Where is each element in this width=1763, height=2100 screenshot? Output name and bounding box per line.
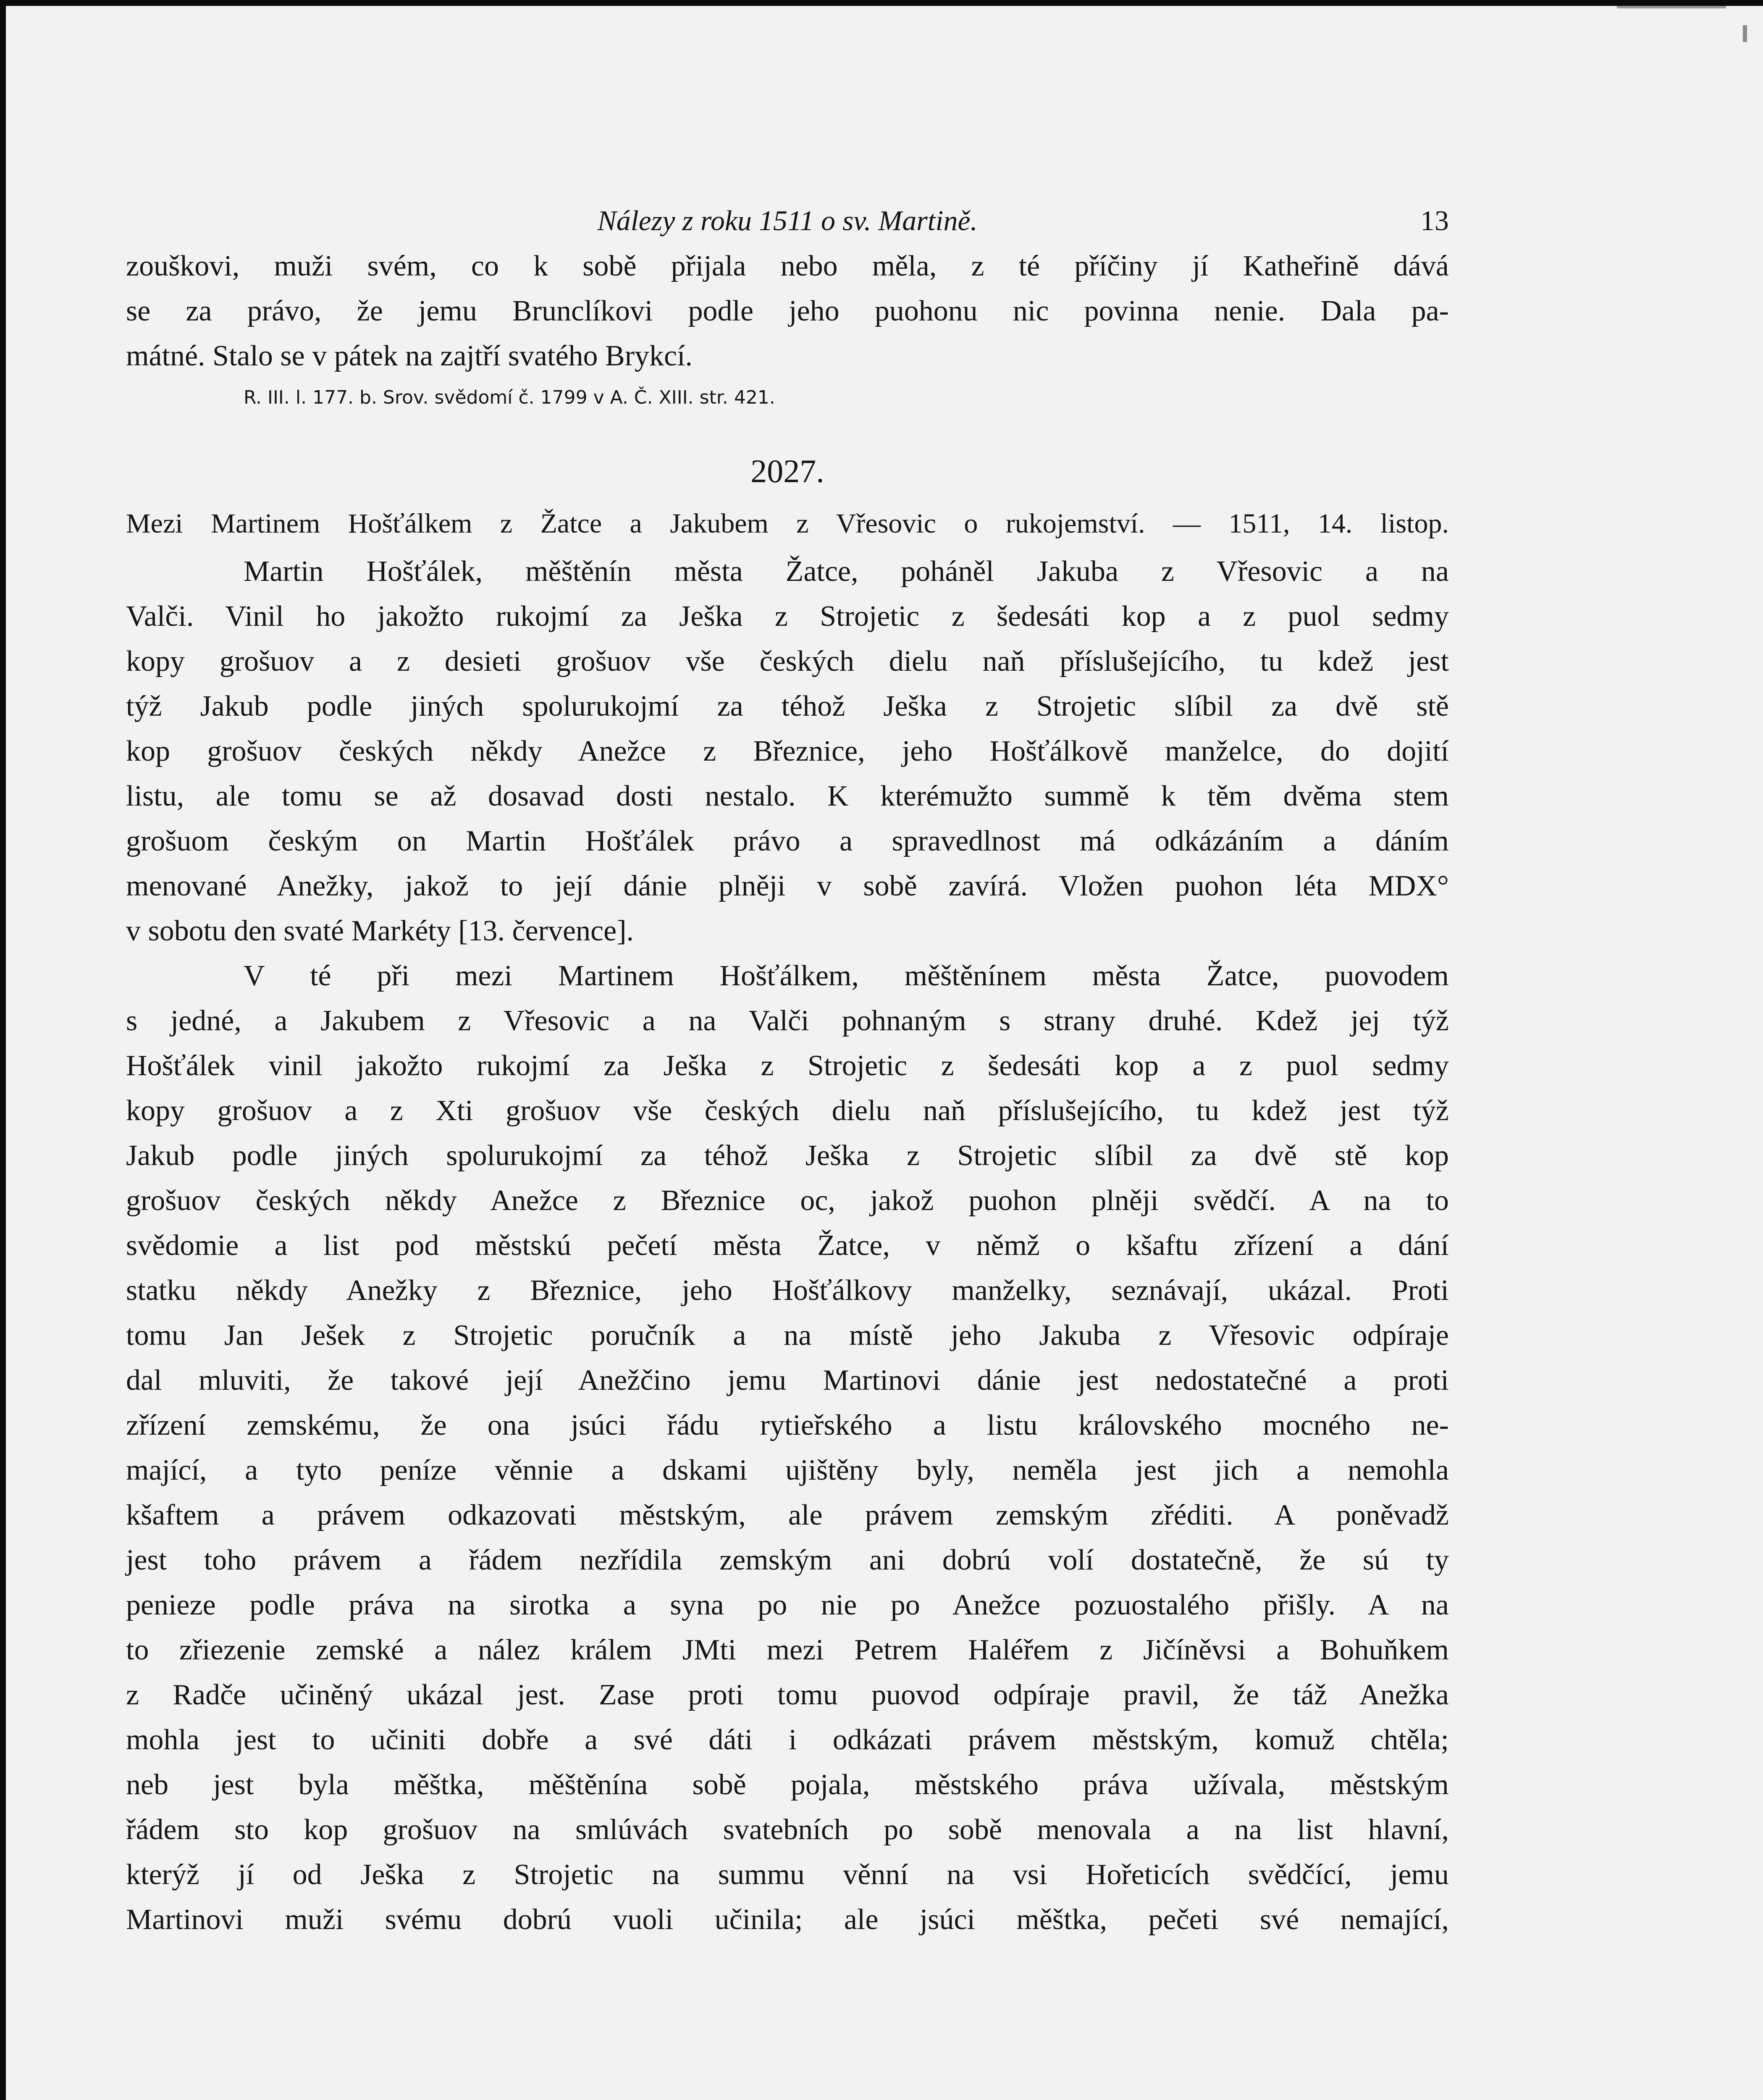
text-line: Martinovi muži svému dobrú vuoli učinila; ale jsúci měštka, pečeti své nemající, (126, 1903, 1449, 1936)
scan-edge-mark (1743, 25, 1747, 42)
book-page (126, 197, 1449, 1942)
text-line: svědomie a list pod městskú pečetí města Žatce, v němž o kšaftu zřízení a dání (126, 1229, 1449, 1262)
text-line: dal mluviti, že takové její Anežčino jemu Martinovi dánie jest nedostatečné a proti (126, 1364, 1449, 1396)
running-head (126, 197, 1449, 244)
page-number: 13 (1420, 205, 1449, 236)
text-line: menované Anežky, jakož to její dánie plněji v sobě zavírá. Vložen puohon léta MDX° (126, 870, 1449, 902)
text-line: grošuov českých někdy Anežce z Březnice oc, jakož puohon plněji svědčí. A na to (126, 1184, 1449, 1217)
running-title: Nálezy z roku 1511 o sv. Martině. (597, 205, 978, 236)
text-line: to zřiezenie zemské a nález králem JMti mezi Petrem Haléřem z Jičíněvsi a Bohuňkem (126, 1634, 1449, 1666)
text-line: statku někdy Anežky z Březnice, jeho Hošťálkovy manželky, seznávají, ukázal. Proti (126, 1274, 1449, 1307)
text-line: z Radče učiněný ukázal jest. Zase proti tomu puovod odpíraje pravil, že táž Anežka (126, 1679, 1449, 1711)
text-line: řádem sto kop grošuov na smlúvách svatebních po sobě menovala a na list hlavní, (126, 1814, 1449, 1846)
scan-edge-mark (1617, 6, 1726, 8)
continued-paragraph (126, 244, 1449, 378)
text-line: kop grošuov českých někdy Anežce z Březnice, jeho Hošťálkově manželce, do dojití (126, 735, 1449, 767)
text-line: tomu Jan Ješek z Strojetic poručník a na místě jeho Jakuba z Vřesovic odpíraje (126, 1319, 1449, 1352)
text-line: grošuom českým on Martin Hošťálek právo a spravedlnost má odkázáním a dáním (126, 825, 1449, 857)
text-line: v sobotu den svaté Markéty [13. července]. (126, 915, 634, 947)
text-line: jest toho právem a řádem nezřídila zemským ani dobrú volí dostatečně, že sú ty (126, 1544, 1449, 1576)
text-line: Hošťálek vinil jakožto rukojmí za Ješka z Strojetic z šedesáti kop a z puol sedmy (126, 1050, 1449, 1082)
text-line: zouškovi, muži svém, co k sobě přijala nebo měla, z té příčiny jí Katheřině dává (126, 250, 1449, 282)
text-line: kopy grošuov a z desieti grošuov vše českých dielu naň příslušejícího, tu kdež jest (126, 645, 1449, 677)
source-note: R. III. l. 177. b. Srov. svědomí č. 1799 v A. Č. XIII. str. 421. (244, 387, 775, 408)
text-line: se za právo, že jemu Brunclíkovi podle jeho puohonu nic povinna nenie. Dala pa- (126, 295, 1449, 327)
text-line: neb jest byla měštka, měštěnína sobě pojala, městského práva užívala, městským (126, 1769, 1449, 1801)
scan-frame-left (0, 0, 6, 2100)
text-line: V té při mezi Martinem Hošťálkem, měštěnínem města Žatce, puovodem (244, 960, 1449, 992)
text-line: Martin Hošťálek, měštěnín města Žatce, poháněl Jakuba z Vřesovic a na (244, 555, 1449, 588)
scan-frame-top (0, 0, 1763, 6)
text-line: Jakub podle jiných spolurukojmí za téhož Ješka z Strojetic slíbil za dvě stě kop (126, 1139, 1449, 1172)
entry-summary: Mezi Martinem Hošťálkem z Žatce a Jakubem z Vřesovic o rukojemství. — 1511, 14. listop. (126, 508, 1449, 539)
entry-number: 2027. (750, 453, 824, 489)
text-line: kopy grošuov a z Xti grošuov vše českých dielu naň příslušejícího, tu kdež jest týž (126, 1095, 1449, 1127)
text-line: mátné. Stalo se v pátek na zajtří svatého Brykcí. (126, 340, 693, 372)
text-line: mohla jest to učiniti dobře a své dáti i odkázati právem městským, komuž chtěla; (126, 1724, 1449, 1756)
text-line: kšaftem a právem odkazovati městským, ale právem zemským zřéditi. A poněvadž (126, 1499, 1449, 1531)
text-line: týž Jakub podle jiných spolurukojmí za téhož Ješka z Strojetic slíbil za dvě stě (126, 690, 1449, 722)
paragraph-summons (126, 549, 1449, 953)
text-line: kterýž jí od Ješka z Strojetic na summu věnní na vsi Hořeticích svědčící, jemu (126, 1858, 1449, 1891)
text-line: mající, a tyto peníze věnnie a dskami ujištěny byly, neměla jest jich a nemohla (126, 1454, 1449, 1486)
text-line: s jedné, a Jakubem z Vřesovic a na Valči pohnaným s strany druhé. Kdež jej týž (126, 1005, 1449, 1037)
text-line: Valči. Vinil ho jakožto rukojmí za Ješka z Strojetic z šedesáti kop a z puol sedmy (126, 600, 1449, 633)
text-line: listu, ale tomu se až dosavad dosti nestalo. K kterémužto summě k těm dvěma stem (126, 780, 1449, 812)
text-line: penieze podle práva na sirotka a syna po nie po Anežce pozuostalého přišly. A na (126, 1589, 1449, 1621)
text-line: zřízení zemskému, že ona jsúci řádu rytieřského a listu královského mocného ne- (126, 1409, 1449, 1441)
paragraph-verdict (126, 953, 1449, 1942)
